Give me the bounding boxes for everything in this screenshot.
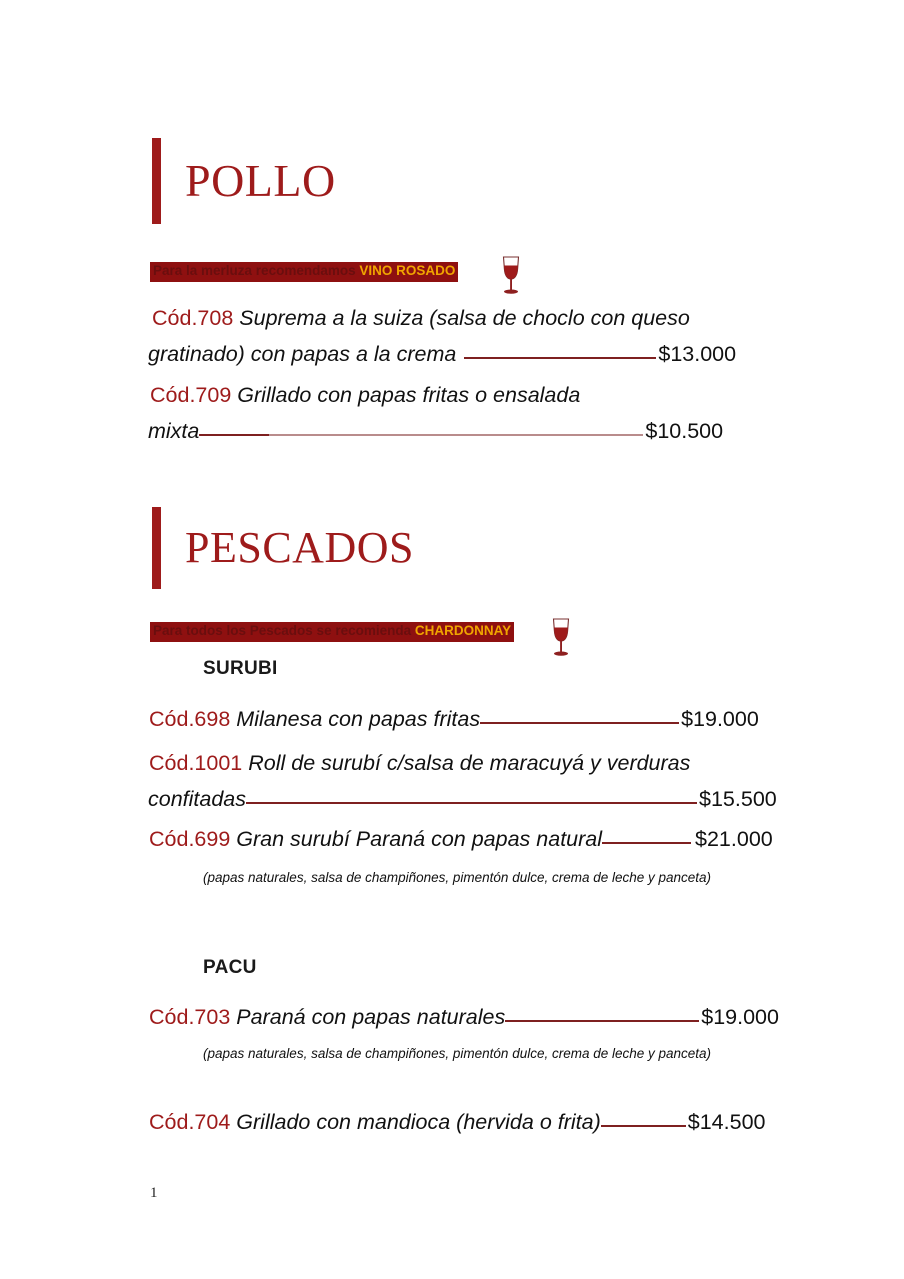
item-code: Cód.699 xyxy=(149,827,231,851)
item-price: $14.500 xyxy=(687,1110,766,1134)
item-name: Grillado con mandioca (hervida o frita) xyxy=(236,1110,601,1134)
wine-glass-icon xyxy=(548,616,574,663)
price-leader xyxy=(480,722,679,724)
price-leader xyxy=(602,842,691,844)
menu-item-1001-line2 xyxy=(148,781,777,817)
item-code: Cód.709 xyxy=(150,383,232,407)
item-code: Cód.703 xyxy=(149,1005,231,1029)
item-name: Suprema a la suiza (salsa de choclo con queso xyxy=(239,306,690,330)
section-heading-pollo xyxy=(152,138,336,224)
section-title-pescados: PESCADOS xyxy=(185,523,414,572)
wine-recommendation-phrase: Para todos los Pescados se recomienda xyxy=(153,623,415,638)
item-price: $21.000 xyxy=(695,827,773,851)
menu-item-708-line2 xyxy=(148,336,736,372)
item-name: Milanesa con papas fritas xyxy=(236,707,481,731)
price-leader xyxy=(601,1125,686,1127)
item-name: Gran surubí Paraná con papas natural xyxy=(236,827,603,851)
item-name-continued: gratinado) con papas a la crema xyxy=(148,342,457,366)
price-leader xyxy=(505,1020,699,1022)
heading-accent-bar xyxy=(152,507,161,589)
page-number: 1 xyxy=(150,1185,158,1201)
menu-item-704 xyxy=(149,1104,765,1140)
menu-item-699 xyxy=(149,821,773,857)
wine-name: VINO ROSADO xyxy=(359,263,456,278)
item-code: Cód.1001 xyxy=(149,751,243,775)
item-name-continued: mixta xyxy=(148,419,200,443)
section-title-pollo: POLLO xyxy=(185,155,336,206)
price-leader xyxy=(246,802,697,804)
menu-item-1001-line1 xyxy=(149,745,690,781)
wine-name: CHARDONNAY xyxy=(414,623,512,638)
item-price: $13.000 xyxy=(658,342,737,366)
wine-recommendation-pescados xyxy=(150,622,514,642)
menu-item-698 xyxy=(149,701,759,737)
item-name: Paraná con papas naturales xyxy=(236,1005,506,1029)
subsection-title-pacu: PACU xyxy=(203,957,257,978)
menu-item-699-description: (papas naturales, salsa de champiñones, pimentón dulce, crema de leche y panceta) xyxy=(203,870,712,885)
item-code: Cód.708 xyxy=(152,306,234,330)
item-price: $15.500 xyxy=(699,787,777,811)
item-price: $10.500 xyxy=(645,419,724,443)
item-price: $19.000 xyxy=(701,1005,779,1029)
subsection-title-surubi: SURUBI xyxy=(203,658,278,679)
price-leader-dark xyxy=(199,434,269,436)
menu-item-708-line1 xyxy=(152,300,690,336)
item-code: Cód.704 xyxy=(149,1110,231,1134)
menu-item-709-line1 xyxy=(150,377,580,413)
wine-glass-icon xyxy=(498,254,524,301)
menu-item-709-line2 xyxy=(148,413,723,449)
item-name: Roll de surubí c/salsa de maracuyá y verduras xyxy=(248,751,691,775)
item-code: Cód.698 xyxy=(149,707,231,731)
price-leader xyxy=(464,357,656,359)
menu-item-703 xyxy=(149,999,779,1035)
item-name: Grillado con papas fritas o ensalada xyxy=(237,383,581,407)
wine-recommendation-phrase: Para la merluza recomendamos xyxy=(153,263,360,278)
heading-accent-bar xyxy=(152,138,161,224)
item-name-continued: confitadas xyxy=(148,787,247,811)
item-price: $19.000 xyxy=(681,707,759,731)
menu-item-703-description: (papas naturales, salsa de champiñones, pimentón dulce, crema de leche y panceta) xyxy=(203,1046,712,1061)
wine-recommendation-pollo xyxy=(150,262,458,282)
price-leader-light xyxy=(269,434,643,436)
section-heading-pescados xyxy=(152,507,414,589)
